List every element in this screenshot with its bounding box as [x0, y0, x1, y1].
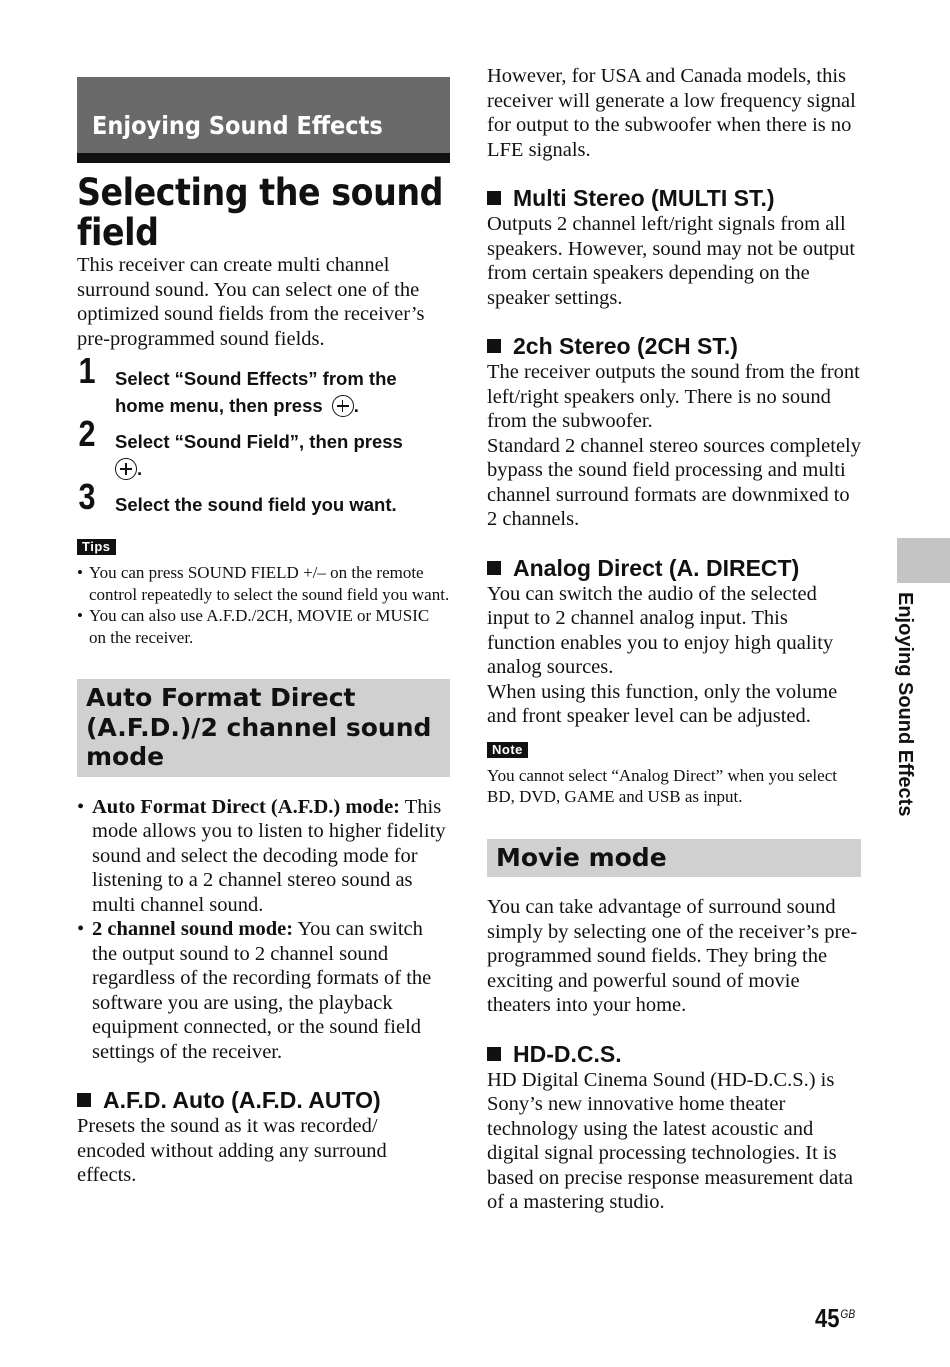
- tip-item: • You can also use A.F.D./2CH, MOVIE or MUSIC on the receiver.: [77, 605, 450, 648]
- tips-block: [77, 538, 450, 648]
- two-ch-stereo-text: Standard 2 channel stereo sources completely bypass the sound field processing and multi channel surround formats are downmixed to 2 channels.: [487, 434, 861, 530]
- enter-button-icon: [115, 458, 137, 480]
- heading-text: A.F.D. Auto (A.F.D. AUTO): [103, 1087, 381, 1113]
- note-text: You cannot select “Analog Direct” when you select BD, DVD, GAME and USB as input.: [487, 765, 837, 806]
- multi-stereo-heading: [487, 184, 861, 212]
- heading-text: HD-D.C.S.: [513, 1040, 622, 1067]
- intro-paragraph: This receiver can create multi channel surround sound. You can select one of the optimized sound fields from the receiver’s pre-programmed sound fields.: [77, 254, 425, 350]
- square-bullet-icon: [487, 339, 501, 353]
- note-block: [487, 741, 861, 808]
- two-ch-stereo-heading: [487, 332, 861, 360]
- hdcs-heading: [487, 1040, 861, 1068]
- right-column: [487, 64, 861, 1215]
- step-number: 2: [78, 413, 96, 454]
- bullet-text: You can switch the output sound to 2 channel sound regardless of the recording formats of the software you are using, the playback equipment connected, or the sound field settings of the receiver.: [92, 918, 432, 1063]
- afd-auto-text: Presets the sound as it was recorded/ encoded without adding any surround effects.: [77, 1115, 387, 1186]
- steps-list: [77, 350, 450, 518]
- heading-text: 2ch Stereo (2CH ST.): [513, 333, 738, 359]
- analog-direct-heading: [487, 554, 861, 582]
- step-end: .: [137, 458, 143, 479]
- page-number: [815, 1303, 855, 1334]
- afd-bullets: [77, 795, 450, 1065]
- side-tab-marker: [897, 538, 950, 583]
- movie-mode-heading: Movie mode: [487, 839, 861, 878]
- page-title: Selecting the sound field: [77, 171, 443, 254]
- afd-section-heading: Auto Format Direct (A.F.D.)/2 channel sound mode: [77, 679, 450, 777]
- hdcs-text: HD Digital Cinema Sound (HD-D.C.S.) is Sony’s new innovative home theater technology using the latest acoustic and digital signal processing technologies. It is based on precise response measurement data of a mastering studio.: [487, 1068, 854, 1213]
- heading-text: Multi Stereo (MULTI ST.): [513, 185, 775, 211]
- step-text: Select the sound field you want.: [115, 494, 397, 515]
- list-item: [77, 917, 450, 1064]
- side-section-label: Enjoying Sound Effects: [894, 592, 916, 817]
- enter-button-icon: [332, 395, 354, 417]
- bullet-term: 2 channel sound mode:: [92, 918, 294, 940]
- movie-mode-text: You can take advantage of surround sound simply by selecting one of the receiver’s pre-programmed sound fields. They bring the exciting and powerful sound of movie theaters into your home.: [487, 896, 858, 1016]
- section-banner: [77, 77, 450, 163]
- bullet-term: Auto Format Direct (A.F.D.) mode:: [92, 795, 400, 818]
- section-title: Enjoying Sound Effects: [92, 111, 383, 140]
- bullet-text: This mode allows you to listen to higher fidelity sound and select the decoding mode for listening to a 2 channel stereo sound as multi channel sound.: [92, 795, 446, 916]
- square-bullet-icon: [487, 191, 501, 205]
- step-text: Select “Sound Field”, then press: [115, 431, 403, 452]
- tip-item: • You can press SOUND FIELD +/– on the remote control repeatedly to select the sound field you want.: [77, 562, 450, 605]
- analog-direct-text: When using this function, only the volume and front speaker level can be adjusted.: [487, 680, 838, 727]
- list-item: [77, 795, 450, 918]
- page-number-value: 45: [815, 1303, 840, 1333]
- note-label: Note: [487, 742, 528, 758]
- afd-auto-heading: [77, 1086, 450, 1114]
- square-bullet-icon: [487, 1047, 501, 1061]
- tips-label: Tips: [77, 539, 116, 555]
- step-2: [77, 413, 450, 482]
- step-number: 1: [78, 350, 96, 391]
- step-1: [77, 350, 450, 419]
- page-suffix: GB: [840, 1307, 856, 1321]
- heading-text: Analog Direct (A. DIRECT): [513, 554, 800, 581]
- left-column: [77, 77, 450, 1188]
- analog-direct-text: You can switch the audio of the selected input to 2 channel analog input. This function enables you to enjoy high quality analog sources.: [487, 582, 834, 678]
- square-bullet-icon: [77, 1093, 91, 1107]
- step-number: 3: [78, 476, 96, 517]
- step-text: Select “Sound Effects” from the home menu, then press: [115, 368, 397, 416]
- continued-paragraph: However, for USA and Canada models, this receiver will generate a low frequency signal for output to the subwoofer when there is no LFE signals.: [487, 65, 856, 161]
- square-bullet-icon: [487, 561, 501, 575]
- tips-list: [77, 562, 450, 648]
- step-end: .: [353, 395, 359, 416]
- multi-stereo-text: Outputs 2 channel left/right signals from all speakers. However, sound may not be output from certain speakers depending on the speaker settings.: [487, 213, 856, 309]
- two-ch-stereo-text: The receiver outputs the sound from the front left/right speakers only. There is no sound from the subwoofer.: [487, 361, 860, 432]
- step-3: [77, 476, 450, 518]
